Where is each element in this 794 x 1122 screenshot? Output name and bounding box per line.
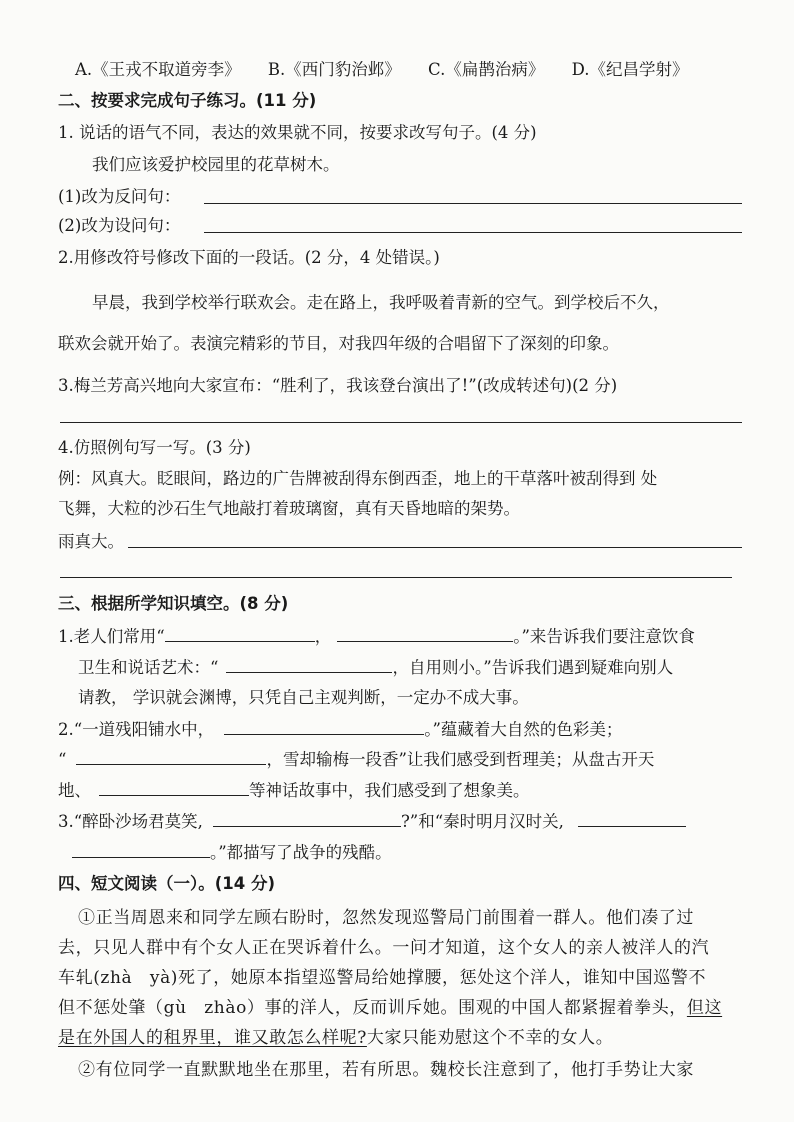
option-b: B.《西门豹治邺》 — [267, 60, 401, 79]
q2-4-example-line1: 例：风真大。眨眼间，路边的广告牌被刮得东倒西歪，地上的干草落叶被刮得到 处 — [58, 469, 658, 488]
q3-3-line2 — [58, 839, 392, 865]
q3-1-line2 — [78, 654, 673, 680]
q3-3-text-b: ?”和“秦时明月汉时关, — [400, 812, 564, 831]
q2-3-answer-line[interactable] — [60, 422, 742, 423]
reading-p1-line5 — [58, 1026, 613, 1050]
option-c: C.《扁鹊治病》 — [428, 60, 545, 79]
q3-1-blank1[interactable] — [165, 623, 315, 642]
q3-2-text-e: 地、 — [58, 781, 91, 800]
q2-2-prompt: 2.用修改符号修改下面的一段话。(2 分，4 处错误。) — [58, 248, 440, 267]
q2-1-sub1-label: (1)改为反问句： — [58, 187, 181, 206]
q2-4-answer-line2[interactable] — [60, 577, 732, 578]
q3-2-text-d: ，雪却输梅一段香”让我们感受到哲理美；从盘古开天 — [266, 750, 655, 769]
q3-1-text-e: ，自用则小。”告诉我们遇到疑难向别人 — [392, 658, 674, 677]
q2-4-starter: 雨真大。 — [58, 532, 124, 551]
q3-1-line3: 请教， 学识就会渊博，只凭自己主观判断，一定办不成大事。 — [78, 688, 529, 707]
q3-2-blank2[interactable] — [76, 746, 266, 765]
q3-3-blank3[interactable] — [72, 839, 210, 858]
q3-2-line1 — [58, 716, 622, 742]
reading-p1-line2: 去，只见人群中有个女人正在哭诉着什么。一问才知道，这个女人的亲人被洋人的汽 — [58, 938, 710, 958]
q3-2-text-f: 等神话故事中，我们感受到了想象美。 — [249, 781, 530, 800]
q2-1-sub2-answer-line[interactable] — [204, 232, 742, 233]
q3-2-text-a: 2.“一道残阳铺水中， — [58, 720, 215, 739]
reading-p2-line1: ②有位同学一直默默地坐在那里，若有所思。魏校长注意到了，他打手势让大家 — [78, 1060, 694, 1080]
q2-1-prompt: 1. 说话的语气不同，表达的效果就不同，按要求改写句子。(4 分) — [58, 123, 537, 142]
reading-p1-tail: 大家只能劝慰这个不幸的女人。 — [366, 1028, 614, 1048]
answer-options — [75, 58, 688, 82]
q2-1-sub2-label: (2)改为设问句： — [58, 216, 181, 235]
option-d: D.《纪昌学射》 — [571, 60, 689, 79]
q3-3-line1 — [58, 808, 686, 834]
q3-1-text-a: 1.老人们常用“ — [58, 627, 165, 646]
reading-p1-line4-text: 但不惩处肇（gù zhào）事的洋人，反而训斥她。围观的中国人都紧握着拳头， — [58, 998, 687, 1018]
q2-3-prompt: 3.梅兰芳高兴地向大家宣布：“胜利了，我该登台演出了!”(改成转述句)(2 分) — [58, 376, 618, 395]
reading-p1-line1: ①正当周恩来和同学左顾右盼时，忽然发现巡警局门前围着一群人。他们凑了过 — [78, 908, 694, 928]
reading-p1-line3: 车轧(zhà yà)死了，她原本指望巡警局给她撑腰，惩处这个洋人，谁知中国巡警不 — [58, 968, 707, 988]
q3-2-line3 — [58, 777, 530, 803]
q2-4-example-line2: 飞舞，大粒的沙石生气地敲打着玻璃窗，真有天昏地暗的架势。 — [58, 499, 520, 518]
q3-1-blank3[interactable] — [226, 654, 392, 673]
q3-3-blank2[interactable] — [578, 808, 686, 827]
q3-1-text-b: ， — [314, 627, 332, 646]
q3-2-line2 — [58, 746, 654, 772]
q3-2-text-c: “ — [58, 750, 67, 769]
q3-1-blank2[interactable] — [337, 623, 513, 642]
q2-1-sub1-answer-line[interactable] — [204, 203, 742, 204]
q2-2-passage-line1: 早晨，我到学校举行联欢会。走在路上，我呼吸着青新的空气。到学校后不久， — [92, 293, 670, 312]
q3-2-text-b: 。”蕴藏着大自然的色彩美； — [424, 720, 623, 739]
section3-heading: 三、根据所学知识填空。(8 分) — [58, 594, 289, 613]
q3-1-text-d: 卫生和说话艺术：“ — [78, 658, 219, 677]
q3-3-text-a: 3.“醉卧沙场君莫笑, — [58, 812, 203, 831]
q3-1-line1 — [58, 623, 695, 649]
section2-heading: 二、按要求完成句子练习。(11 分) — [58, 91, 317, 110]
q2-4-prompt: 4.仿照例句写一写。(3 分) — [58, 438, 251, 457]
reading-underlined-1: 但这 — [686, 998, 723, 1018]
q3-3-blank1[interactable] — [213, 808, 401, 827]
q2-2-passage-line2: 联欢会就开始了。表演完精彩的节目，对我四年级的合唱留下了深刻的印象。 — [58, 334, 619, 353]
reading-p1-line4 — [58, 996, 722, 1020]
section4-heading: 四、短文阅读（一）。(14 分) — [58, 874, 276, 893]
q3-3-text-c: 。”都描写了战争的残酷。 — [210, 843, 392, 862]
option-a: A.《王戎不取道旁李》 — [75, 60, 241, 79]
q2-4-answer-line1[interactable] — [128, 547, 742, 548]
q3-2-blank3[interactable] — [99, 777, 249, 796]
reading-underlined-2: 是在外国人的租界里，谁又敢怎么样呢? — [58, 1028, 367, 1048]
q3-1-text-c: 。”来告诉我们要注意饮食 — [513, 627, 695, 646]
q3-2-blank1[interactable] — [224, 716, 424, 735]
q2-1-sentence: 我们应该爱护校园里的花草树木。 — [92, 155, 340, 174]
